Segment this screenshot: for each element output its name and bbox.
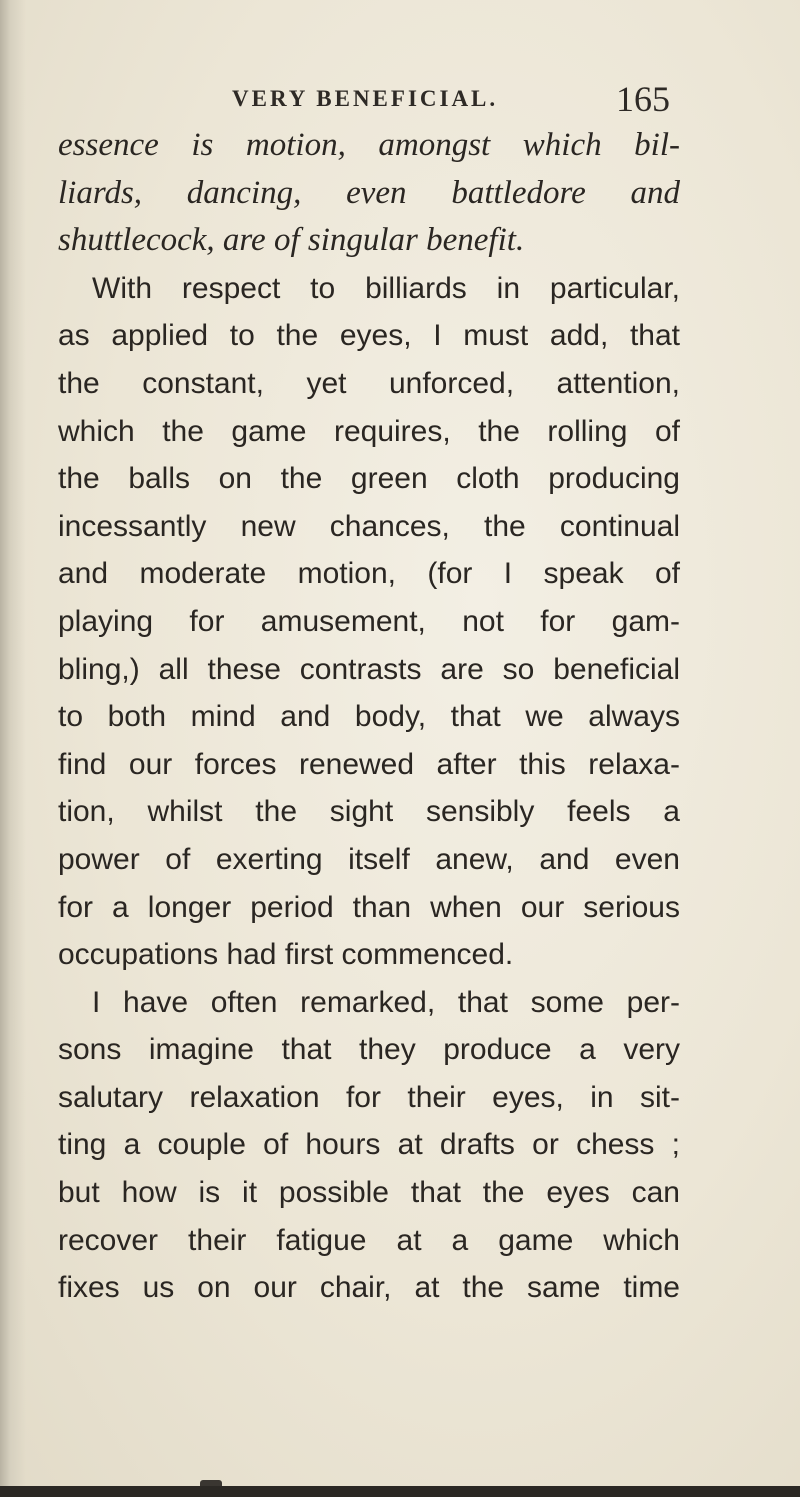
text-line: the balls on the green cloth producing [58,462,680,496]
text-line: liards, dancing, even battledore and [58,174,680,211]
text-line: as applied to the eyes, I must add, that [58,319,680,353]
page-header [0,68,800,118]
text-line: playing for amusement, not for gam- [58,604,680,638]
text-line: I have often remarked, that some per- [92,985,680,1019]
text-line: for a longer period than when our serious [58,890,680,924]
text-line: power of exerting itself anew, and even [58,842,680,876]
text-line: With respect to billiards in particular, [92,271,680,305]
text-line: ting a couple of hours at drafts or chess ; [58,1128,680,1162]
text-line: to both mind and body, that we always [58,700,680,734]
page-number: 165 [616,79,670,119]
text-line: find our forces renewed after this relaxa- [58,747,680,781]
text-line: tion, whilst the sight sensibly feels a [58,795,680,829]
text-line: bling,) all these contrasts are so beneficial [58,652,680,686]
running-head: VERY BENEFICIAL. [232,86,499,111]
text-line: incessantly new chances, the continual [58,509,680,543]
page-gutter-shadow [0,0,26,1497]
text-line: which the game requires, the rolling of [58,414,680,448]
text-line: and moderate motion, (for I speak of [58,557,680,591]
page-bottom-edge [0,1486,800,1497]
text-line: occupations had first commenced. [58,938,514,972]
text-line: the constant, yet unforced, attention, [58,366,680,400]
text-line: recover their fatigue at a game which [58,1223,680,1257]
body-text [58,122,680,1312]
text-line: but how is it possible that the eyes can [58,1176,680,1210]
text-line: essence is motion, amongst which bil- [58,127,680,163]
text-line: salutary relaxation for their eyes, in sit- [58,1080,680,1114]
text-line: shuttlecock, are of singular benefit. [58,222,525,259]
text-line: sons imagine that they produce a very [58,1033,680,1067]
text-line: fixes us on our chair, at the same time [58,1271,680,1305]
